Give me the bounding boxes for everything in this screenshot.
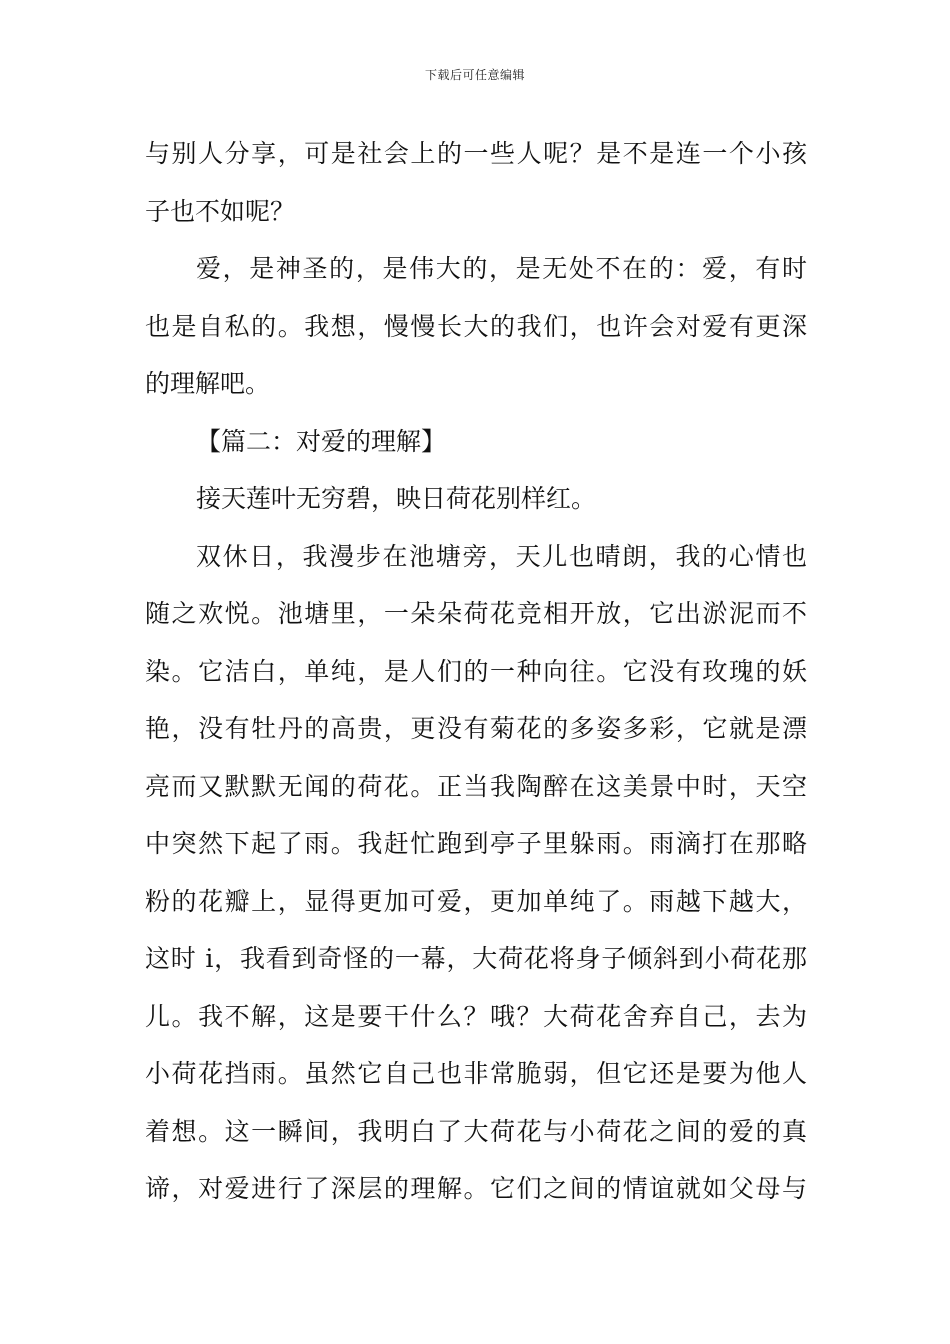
text-line: 儿。我不解，这是要干什么？哦？大荷花舍弃自己，去为 [145, 1001, 807, 1031]
text-line: 这时 i，我看到奇怪的一幕，大荷花将身子倾斜到小荷花那 [145, 944, 807, 973]
text-line: 着想。这一瞬间，我明白了大荷花与小荷花之间的爱的真 [145, 1116, 807, 1146]
text-line: 粉的花瓣上，显得更加可爱，更加单纯了。雨越下越大， [145, 886, 807, 916]
text-line: 亮而又默默无闻的荷花。正当我陶醉在这美景中时，天空 [145, 771, 807, 801]
text-line: 接天莲叶无穷碧，映日荷花别样红。 [196, 484, 597, 513]
document-body [145, 125, 807, 1218]
text-line: 也是自私的。我想，慢慢长大的我们，也许会对爱有更深 [145, 311, 807, 341]
text-line: 小荷花挡雨。虽然它自己也非常脆弱，但它还是要为他人 [145, 1059, 807, 1088]
text-line: 谛，对爱进行了深层的理解。它们之间的情谊就如父母与 [145, 1174, 807, 1203]
section-heading: 【篇二：对爱的理解】 [196, 426, 447, 456]
text-line: 双休日，我漫步在池塘旁，天儿也晴朗，我的心情也 [196, 541, 807, 571]
text-line: 随之欢悦。池塘里，一朵朵荷花竞相开放，它出淤泥而不 [145, 599, 807, 628]
text-line: 的理解吧。 [145, 369, 271, 398]
text-line: 染。它洁白，单纯，是人们的一种向往。它没有玫瑰的妖 [145, 656, 807, 686]
text-line: 与别人分享，可是社会上的一些人呢？是不是连一个小孩 [145, 139, 807, 168]
text-line: 爱，是神圣的，是伟大的，是无处不在的：爱，有时 [196, 254, 807, 283]
text-line: 艳，没有牡丹的高贵，更没有菊花的多姿多彩，它就是漂 [145, 714, 807, 743]
page-header: 下载后可任意编辑 [424, 68, 525, 82]
text-line: 中突然下起了雨。我赶忙跑到亭子里躲雨。雨滴打在那略 [145, 829, 807, 858]
text-line: 子也不如呢？ [145, 196, 296, 226]
